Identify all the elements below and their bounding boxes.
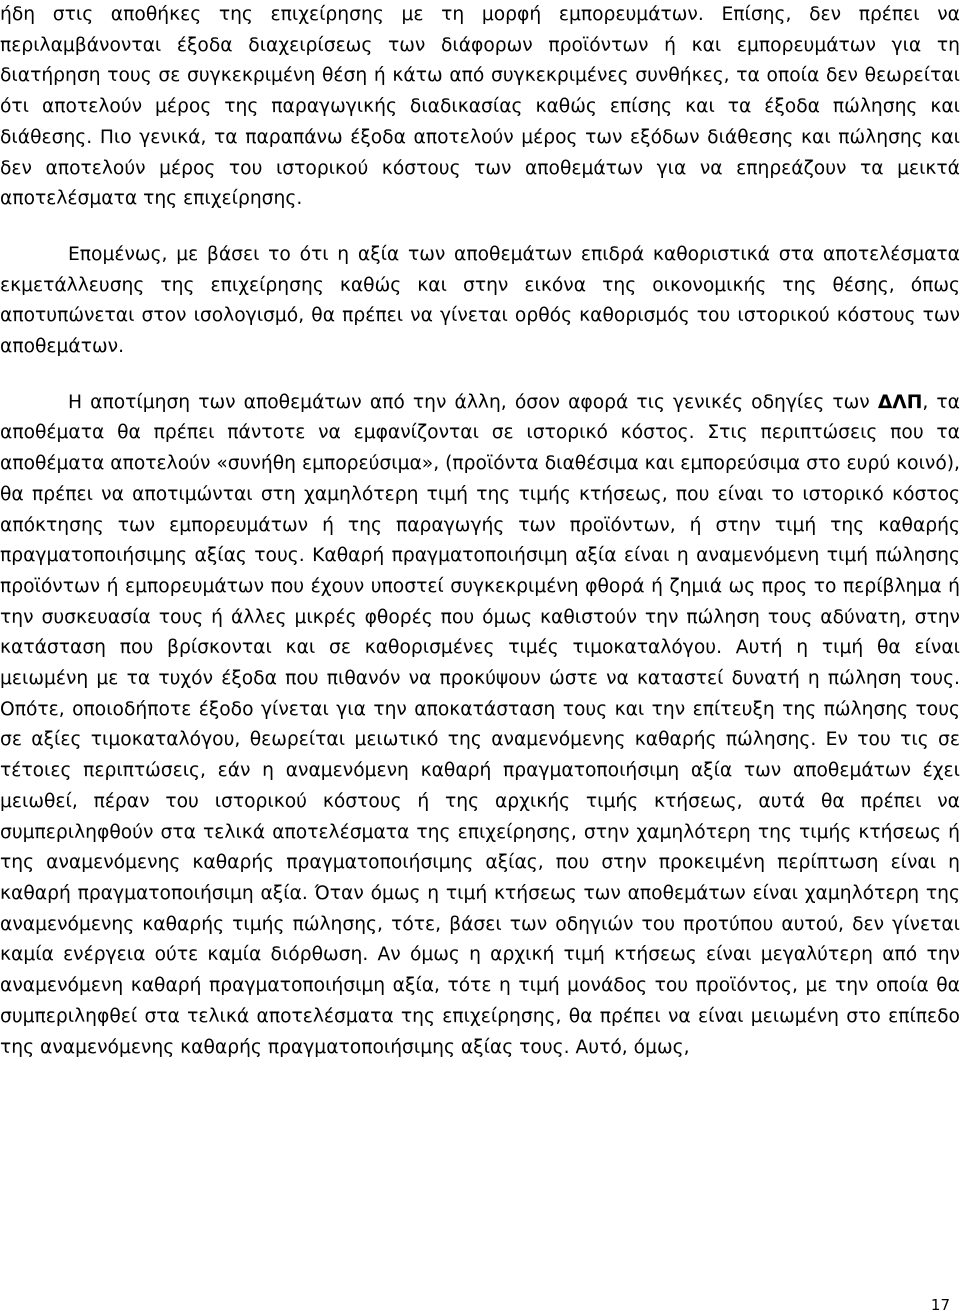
page-number: 17 bbox=[930, 1296, 950, 1314]
ias-abbreviation: ΔΛΠ bbox=[877, 391, 923, 413]
paragraph-continuation: ήδη στις αποθήκες της επιχείρησης με τη μορφή εμπορευμάτων. Επίσης, δεν πρέπει να περιλαμβάνονται έξοδα διαχειρίσεως των διάφορων προϊόντων ή και εμπορευμάτων για τη διατήρηση τους σε συγκεκριμένη θέση ή κάτω από συγκεκριμένες συνθήκες, τα οποία δεν θεωρείται ότι αποτελούν μέρος της παραγωγικής διαδικασίας καθώς επίσης και τα έξοδα πώλησης και διάθεσης. Πιο γενικά, τα παραπάνω έξοδα αποτελούν μέρος των εξόδων διάθεσης και πώλησης και δεν αποτελούν μέρος του ιστορικού κόστους των αποθεμάτων για να επηρεάζουν τα μεικτά αποτελέσματα της επιχείρησης. bbox=[0, 4, 960, 210]
paragraph-inventory-value: Επομένως, με βάσει το ότι η αξία των αποθεμάτων επιδρά καθοριστικά στα αποτελέσματα εκμετάλλευσης της επιχείρησης καθώς και στην εικόνα της οικονομικής της θέσης, όπως αποτυπώνεται στον ισολογισμό, θα πρέπει να γίνεται ορθός καθορισμός του ιστορικού κόστους των αποθεμάτων. bbox=[0, 243, 960, 358]
paragraph-text-rest: , τα αποθέματα θα πρέπει πάντοτε να εμφανίζονται σε ιστορικό κόστος. Στις περιπτώσεις που τα αποθέματα αποτελούν «συνήθη εμπορεύσιμα», (προϊόντα διαθέσιμα και εμπορεύσιμα στο ευρύ κοινό), θα πρέπει να αποτιμώνται στη χαμηλότερη τιμή της τιμής κτήσεως, που είναι το ιστορικό κόστος απόκτησης των εμπορευμάτων ή της παραγωγής των προϊόντων, ή στην τιμή της καθαρής πραγματοποιήσιμης αξίας τους. Καθαρή πραγματοποιήσιμη αξία είναι η αναμενόμενη τιμή πώλησης προϊόντων ή εμπορευμάτων που έχουν υποστεί συγκεκριμένη φθορά ή ζημιά ως προς το περίβλημα ή την συσκευασία τους ή άλλες μικρές φθορές που όμως καθιστούν την πώληση τους αδύνατη, στην κατάσταση που βρίσκονται και σε καθορισμένες τιμές τιμοκαταλόγου. Αυτή η τιμή θα είναι μειωμένη με τα τυχόν έξοδα που πιθανόν να προκύψουν ώστε να καταστεί δυνατή η πώληση τους. Οπότε, οποιοδήποτε έξοδο γίνεται για την αποκατάσταση τους και την επίτευξη της πώλησης τους σε αξίες τιμοκαταλόγου, θεωρείται μειωτικό της αναμενόμενης καθαρής πώλησης. Εν του τις σε τέτοιες περιπτώσεις, εάν η αναμενόμενη καθαρή πραγματοποιήσιμη αξία των αποθεμάτων έχει μειωθεί, πέραν του ιστορικού κόστους ή της αρχικής τιμής κτήσεως, αυτά θα πρέπει να συμπεριληφθούν στα τελικά αποτελέσματα της επιχείρησης, στην χαμηλότερη της τιμής κτήσεως ή της αναμενόμενης καθαρής πραγματοποιήσιμης αξίας, που στην προκειμένη περίπτωση είναι η καθαρή πραγματοποιήσιμη αξία. Όταν όμως η τιμή κτήσεως των αποθεμάτων είναι χαμηλότερη της αναμενόμενης καθαρής τιμής πώλησης, τότε, βάσει των οδηγιών του προτύπου αυτού, δεν γίνεται καμία ενέργεια ούτε καμία διόρθωση. Αν όμως η αρχική τιμή κτήσεως είναι μεγαλύτερη από την αναμενόμενη καθαρή πραγματοποιήσιμη αξία, τότε η τιμή μονάδος του προϊόντος, με την οποία θα συμπεριληφθεί στα τελικά αποτελέσματα της επιχείρησης, θα πρέπει να είναι μειωμένη στο επίπεδο της αναμενόμενης καθαρής πραγματοποιήσιμης αξίας τους. Αυτό, όμως, bbox=[0, 391, 960, 1058]
paragraph-text-start: Η αποτίμηση των αποθεμάτων από την άλλη, όσον αφορά τις γενικές οδηγίες των bbox=[68, 391, 878, 413]
paragraph-inventory-valuation bbox=[0, 388, 960, 1063]
